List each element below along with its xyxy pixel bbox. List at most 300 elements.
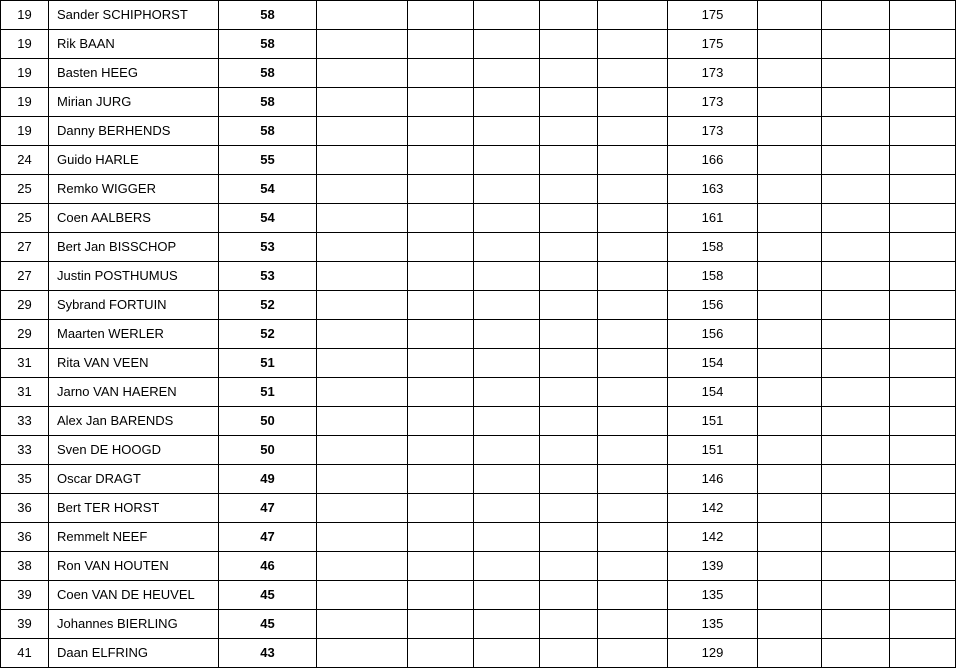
empty-cell: [890, 523, 956, 552]
total-cell: 142: [668, 523, 758, 552]
empty-cell: [408, 175, 474, 204]
empty-cell: [758, 291, 822, 320]
points-cell: 54: [219, 204, 317, 233]
total-cell: 142: [668, 494, 758, 523]
empty-cell: [408, 407, 474, 436]
empty-cell: [540, 349, 598, 378]
empty-cell: [598, 59, 668, 88]
name-cell: Jarno VAN HAEREN: [49, 378, 219, 407]
points-cell: 50: [219, 436, 317, 465]
points-cell: 58: [219, 88, 317, 117]
empty-cell: [822, 378, 890, 407]
empty-cell: [540, 1, 598, 30]
empty-cell: [408, 494, 474, 523]
empty-cell: [822, 465, 890, 494]
empty-cell: [317, 320, 408, 349]
table-row: [1, 639, 956, 668]
points-cell: 51: [219, 378, 317, 407]
empty-cell: [474, 610, 540, 639]
empty-cell: [540, 291, 598, 320]
empty-cell: [822, 494, 890, 523]
rank-cell: 19: [1, 30, 49, 59]
empty-cell: [758, 262, 822, 291]
rank-cell: 36: [1, 494, 49, 523]
empty-cell: [598, 407, 668, 436]
empty-cell: [317, 88, 408, 117]
empty-cell: [317, 204, 408, 233]
points-cell: 58: [219, 30, 317, 59]
empty-cell: [474, 117, 540, 146]
empty-cell: [474, 175, 540, 204]
empty-cell: [822, 610, 890, 639]
points-cell: 52: [219, 320, 317, 349]
empty-cell: [758, 436, 822, 465]
empty-cell: [408, 30, 474, 59]
table-row: [1, 465, 956, 494]
name-cell: Mirian JURG: [49, 88, 219, 117]
name-cell: Guido HARLE: [49, 146, 219, 175]
name-cell: Rita VAN VEEN: [49, 349, 219, 378]
empty-cell: [758, 59, 822, 88]
empty-cell: [317, 465, 408, 494]
empty-cell: [408, 465, 474, 494]
total-cell: 129: [668, 639, 758, 668]
empty-cell: [758, 175, 822, 204]
points-cell: 50: [219, 407, 317, 436]
total-cell: 173: [668, 117, 758, 146]
empty-cell: [474, 494, 540, 523]
empty-cell: [408, 552, 474, 581]
empty-cell: [822, 30, 890, 59]
empty-cell: [408, 639, 474, 668]
empty-cell: [317, 436, 408, 465]
empty-cell: [317, 291, 408, 320]
empty-cell: [317, 639, 408, 668]
empty-cell: [540, 117, 598, 146]
empty-cell: [408, 204, 474, 233]
empty-cell: [408, 610, 474, 639]
empty-cell: [890, 146, 956, 175]
rank-cell: 29: [1, 320, 49, 349]
empty-cell: [758, 320, 822, 349]
empty-cell: [540, 523, 598, 552]
total-cell: 146: [668, 465, 758, 494]
empty-cell: [540, 88, 598, 117]
empty-cell: [408, 320, 474, 349]
total-cell: 139: [668, 552, 758, 581]
empty-cell: [474, 407, 540, 436]
empty-cell: [758, 117, 822, 146]
points-cell: 49: [219, 465, 317, 494]
table-row: [1, 204, 956, 233]
points-cell: 58: [219, 117, 317, 146]
name-cell: Danny BERHENDS: [49, 117, 219, 146]
empty-cell: [758, 378, 822, 407]
table-row: [1, 349, 956, 378]
empty-cell: [890, 581, 956, 610]
rank-cell: 35: [1, 465, 49, 494]
points-cell: 45: [219, 581, 317, 610]
empty-cell: [408, 291, 474, 320]
empty-cell: [822, 146, 890, 175]
empty-cell: [890, 494, 956, 523]
rank-cell: 25: [1, 204, 49, 233]
empty-cell: [822, 436, 890, 465]
empty-cell: [317, 378, 408, 407]
empty-cell: [474, 349, 540, 378]
empty-cell: [758, 88, 822, 117]
table-row: [1, 378, 956, 407]
empty-cell: [890, 552, 956, 581]
rank-cell: 38: [1, 552, 49, 581]
total-cell: 158: [668, 233, 758, 262]
points-cell: 51: [219, 349, 317, 378]
rank-cell: 31: [1, 378, 49, 407]
empty-cell: [758, 552, 822, 581]
table-row: [1, 320, 956, 349]
empty-cell: [890, 378, 956, 407]
empty-cell: [474, 30, 540, 59]
empty-cell: [822, 262, 890, 291]
empty-cell: [317, 407, 408, 436]
empty-cell: [540, 581, 598, 610]
empty-cell: [890, 175, 956, 204]
points-cell: 58: [219, 59, 317, 88]
points-cell: 47: [219, 523, 317, 552]
empty-cell: [474, 523, 540, 552]
empty-cell: [890, 59, 956, 88]
empty-cell: [758, 204, 822, 233]
empty-cell: [890, 291, 956, 320]
name-cell: Alex Jan BARENDS: [49, 407, 219, 436]
total-cell: 154: [668, 349, 758, 378]
empty-cell: [474, 378, 540, 407]
table-row: [1, 88, 956, 117]
empty-cell: [408, 378, 474, 407]
standings-body: [1, 1, 956, 668]
empty-cell: [408, 262, 474, 291]
empty-cell: [474, 204, 540, 233]
total-cell: 156: [668, 291, 758, 320]
empty-cell: [890, 88, 956, 117]
empty-cell: [540, 204, 598, 233]
empty-cell: [474, 320, 540, 349]
total-cell: 154: [668, 378, 758, 407]
rank-cell: 25: [1, 175, 49, 204]
empty-cell: [540, 59, 598, 88]
name-cell: Justin POSTHUMUS: [49, 262, 219, 291]
points-cell: 53: [219, 262, 317, 291]
points-cell: 46: [219, 552, 317, 581]
empty-cell: [758, 465, 822, 494]
points-cell: 54: [219, 175, 317, 204]
empty-cell: [540, 30, 598, 59]
empty-cell: [598, 610, 668, 639]
empty-cell: [890, 30, 956, 59]
total-cell: 161: [668, 204, 758, 233]
name-cell: Coen AALBERS: [49, 204, 219, 233]
name-cell: Bert Jan BISSCHOP: [49, 233, 219, 262]
name-cell: Remmelt NEEF: [49, 523, 219, 552]
empty-cell: [758, 1, 822, 30]
rank-cell: 19: [1, 88, 49, 117]
empty-cell: [890, 117, 956, 146]
empty-cell: [474, 88, 540, 117]
empty-cell: [890, 639, 956, 668]
total-cell: 175: [668, 30, 758, 59]
rank-cell: 41: [1, 639, 49, 668]
name-cell: Rik BAAN: [49, 30, 219, 59]
rank-cell: 39: [1, 610, 49, 639]
empty-cell: [758, 407, 822, 436]
empty-cell: [540, 146, 598, 175]
empty-cell: [317, 59, 408, 88]
empty-cell: [540, 552, 598, 581]
empty-cell: [758, 494, 822, 523]
empty-cell: [822, 639, 890, 668]
empty-cell: [758, 610, 822, 639]
name-cell: Basten HEEG: [49, 59, 219, 88]
empty-cell: [317, 262, 408, 291]
rank-cell: 29: [1, 291, 49, 320]
empty-cell: [474, 465, 540, 494]
empty-cell: [317, 233, 408, 262]
empty-cell: [890, 204, 956, 233]
name-cell: Sven DE HOOGD: [49, 436, 219, 465]
empty-cell: [822, 117, 890, 146]
empty-cell: [890, 233, 956, 262]
points-cell: 45: [219, 610, 317, 639]
table-row: [1, 146, 956, 175]
empty-cell: [822, 175, 890, 204]
table-row: [1, 175, 956, 204]
total-cell: 151: [668, 436, 758, 465]
empty-cell: [822, 523, 890, 552]
table-row: [1, 117, 956, 146]
empty-cell: [822, 233, 890, 262]
rank-cell: 27: [1, 262, 49, 291]
empty-cell: [474, 1, 540, 30]
table-row: [1, 581, 956, 610]
empty-cell: [598, 30, 668, 59]
empty-cell: [540, 233, 598, 262]
empty-cell: [598, 88, 668, 117]
empty-cell: [540, 610, 598, 639]
name-cell: Sybrand FORTUIN: [49, 291, 219, 320]
empty-cell: [890, 1, 956, 30]
table-row: [1, 610, 956, 639]
empty-cell: [317, 1, 408, 30]
empty-cell: [408, 581, 474, 610]
empty-cell: [408, 233, 474, 262]
empty-cell: [540, 320, 598, 349]
empty-cell: [598, 436, 668, 465]
empty-cell: [822, 59, 890, 88]
empty-cell: [890, 465, 956, 494]
total-cell: 166: [668, 146, 758, 175]
empty-cell: [540, 378, 598, 407]
empty-cell: [598, 146, 668, 175]
table-row: [1, 552, 956, 581]
total-cell: 163: [668, 175, 758, 204]
rank-cell: 33: [1, 407, 49, 436]
empty-cell: [598, 117, 668, 146]
rank-cell: 33: [1, 436, 49, 465]
total-cell: 151: [668, 407, 758, 436]
empty-cell: [758, 349, 822, 378]
empty-cell: [474, 59, 540, 88]
table-row: [1, 436, 956, 465]
empty-cell: [822, 204, 890, 233]
empty-cell: [890, 349, 956, 378]
total-cell: 175: [668, 1, 758, 30]
total-cell: 156: [668, 320, 758, 349]
name-cell: Ron VAN HOUTEN: [49, 552, 219, 581]
empty-cell: [474, 146, 540, 175]
empty-cell: [598, 494, 668, 523]
empty-cell: [598, 320, 668, 349]
empty-cell: [598, 233, 668, 262]
empty-cell: [317, 523, 408, 552]
empty-cell: [890, 610, 956, 639]
empty-cell: [598, 465, 668, 494]
name-cell: Daan ELFRING: [49, 639, 219, 668]
empty-cell: [890, 320, 956, 349]
empty-cell: [317, 146, 408, 175]
empty-cell: [408, 523, 474, 552]
empty-cell: [317, 349, 408, 378]
empty-cell: [317, 30, 408, 59]
table-row: [1, 262, 956, 291]
empty-cell: [598, 639, 668, 668]
total-cell: 173: [668, 88, 758, 117]
points-cell: 47: [219, 494, 317, 523]
name-cell: Johannes BIERLING: [49, 610, 219, 639]
empty-cell: [758, 581, 822, 610]
empty-cell: [408, 88, 474, 117]
empty-cell: [408, 1, 474, 30]
total-cell: 135: [668, 610, 758, 639]
name-cell: Bert TER HORST: [49, 494, 219, 523]
empty-cell: [317, 610, 408, 639]
empty-cell: [758, 639, 822, 668]
empty-cell: [598, 262, 668, 291]
empty-cell: [408, 146, 474, 175]
empty-cell: [822, 349, 890, 378]
empty-cell: [822, 552, 890, 581]
empty-cell: [474, 291, 540, 320]
empty-cell: [474, 233, 540, 262]
empty-cell: [540, 407, 598, 436]
table-row: [1, 59, 956, 88]
empty-cell: [408, 117, 474, 146]
empty-cell: [598, 204, 668, 233]
rank-cell: 39: [1, 581, 49, 610]
empty-cell: [540, 465, 598, 494]
rank-cell: 19: [1, 1, 49, 30]
empty-cell: [540, 639, 598, 668]
empty-cell: [408, 59, 474, 88]
rank-cell: 19: [1, 117, 49, 146]
empty-cell: [598, 1, 668, 30]
points-cell: 52: [219, 291, 317, 320]
empty-cell: [890, 436, 956, 465]
empty-cell: [758, 523, 822, 552]
empty-cell: [540, 262, 598, 291]
points-cell: 53: [219, 233, 317, 262]
empty-cell: [890, 262, 956, 291]
table-row: [1, 291, 956, 320]
empty-cell: [474, 581, 540, 610]
rank-cell: 36: [1, 523, 49, 552]
empty-cell: [540, 175, 598, 204]
empty-cell: [540, 436, 598, 465]
empty-cell: [822, 88, 890, 117]
empty-cell: [822, 581, 890, 610]
empty-cell: [598, 349, 668, 378]
table-row: [1, 407, 956, 436]
empty-cell: [598, 175, 668, 204]
points-cell: 55: [219, 146, 317, 175]
empty-cell: [822, 1, 890, 30]
empty-cell: [598, 581, 668, 610]
empty-cell: [598, 378, 668, 407]
empty-cell: [822, 291, 890, 320]
name-cell: Maarten WERLER: [49, 320, 219, 349]
table-row: [1, 494, 956, 523]
table-row: [1, 30, 956, 59]
empty-cell: [474, 436, 540, 465]
points-cell: 58: [219, 1, 317, 30]
rank-cell: 27: [1, 233, 49, 262]
empty-cell: [822, 407, 890, 436]
name-cell: Coen VAN DE HEUVEL: [49, 581, 219, 610]
table-row: [1, 233, 956, 262]
rank-cell: 24: [1, 146, 49, 175]
empty-cell: [540, 494, 598, 523]
empty-cell: [317, 552, 408, 581]
name-cell: Oscar DRAGT: [49, 465, 219, 494]
name-cell: Sander SCHIPHORST: [49, 1, 219, 30]
empty-cell: [317, 175, 408, 204]
empty-cell: [758, 146, 822, 175]
empty-cell: [474, 639, 540, 668]
empty-cell: [822, 320, 890, 349]
empty-cell: [758, 30, 822, 59]
total-cell: 173: [668, 59, 758, 88]
empty-cell: [890, 407, 956, 436]
empty-cell: [408, 349, 474, 378]
empty-cell: [598, 552, 668, 581]
empty-cell: [408, 436, 474, 465]
empty-cell: [474, 552, 540, 581]
points-cell: 43: [219, 639, 317, 668]
total-cell: 135: [668, 581, 758, 610]
table-row: [1, 523, 956, 552]
table-row: [1, 1, 956, 30]
empty-cell: [317, 494, 408, 523]
rank-cell: 19: [1, 59, 49, 88]
empty-cell: [758, 233, 822, 262]
name-cell: Remko WIGGER: [49, 175, 219, 204]
total-cell: 158: [668, 262, 758, 291]
empty-cell: [598, 523, 668, 552]
empty-cell: [317, 117, 408, 146]
rank-cell: 31: [1, 349, 49, 378]
empty-cell: [474, 262, 540, 291]
empty-cell: [598, 291, 668, 320]
empty-cell: [317, 581, 408, 610]
